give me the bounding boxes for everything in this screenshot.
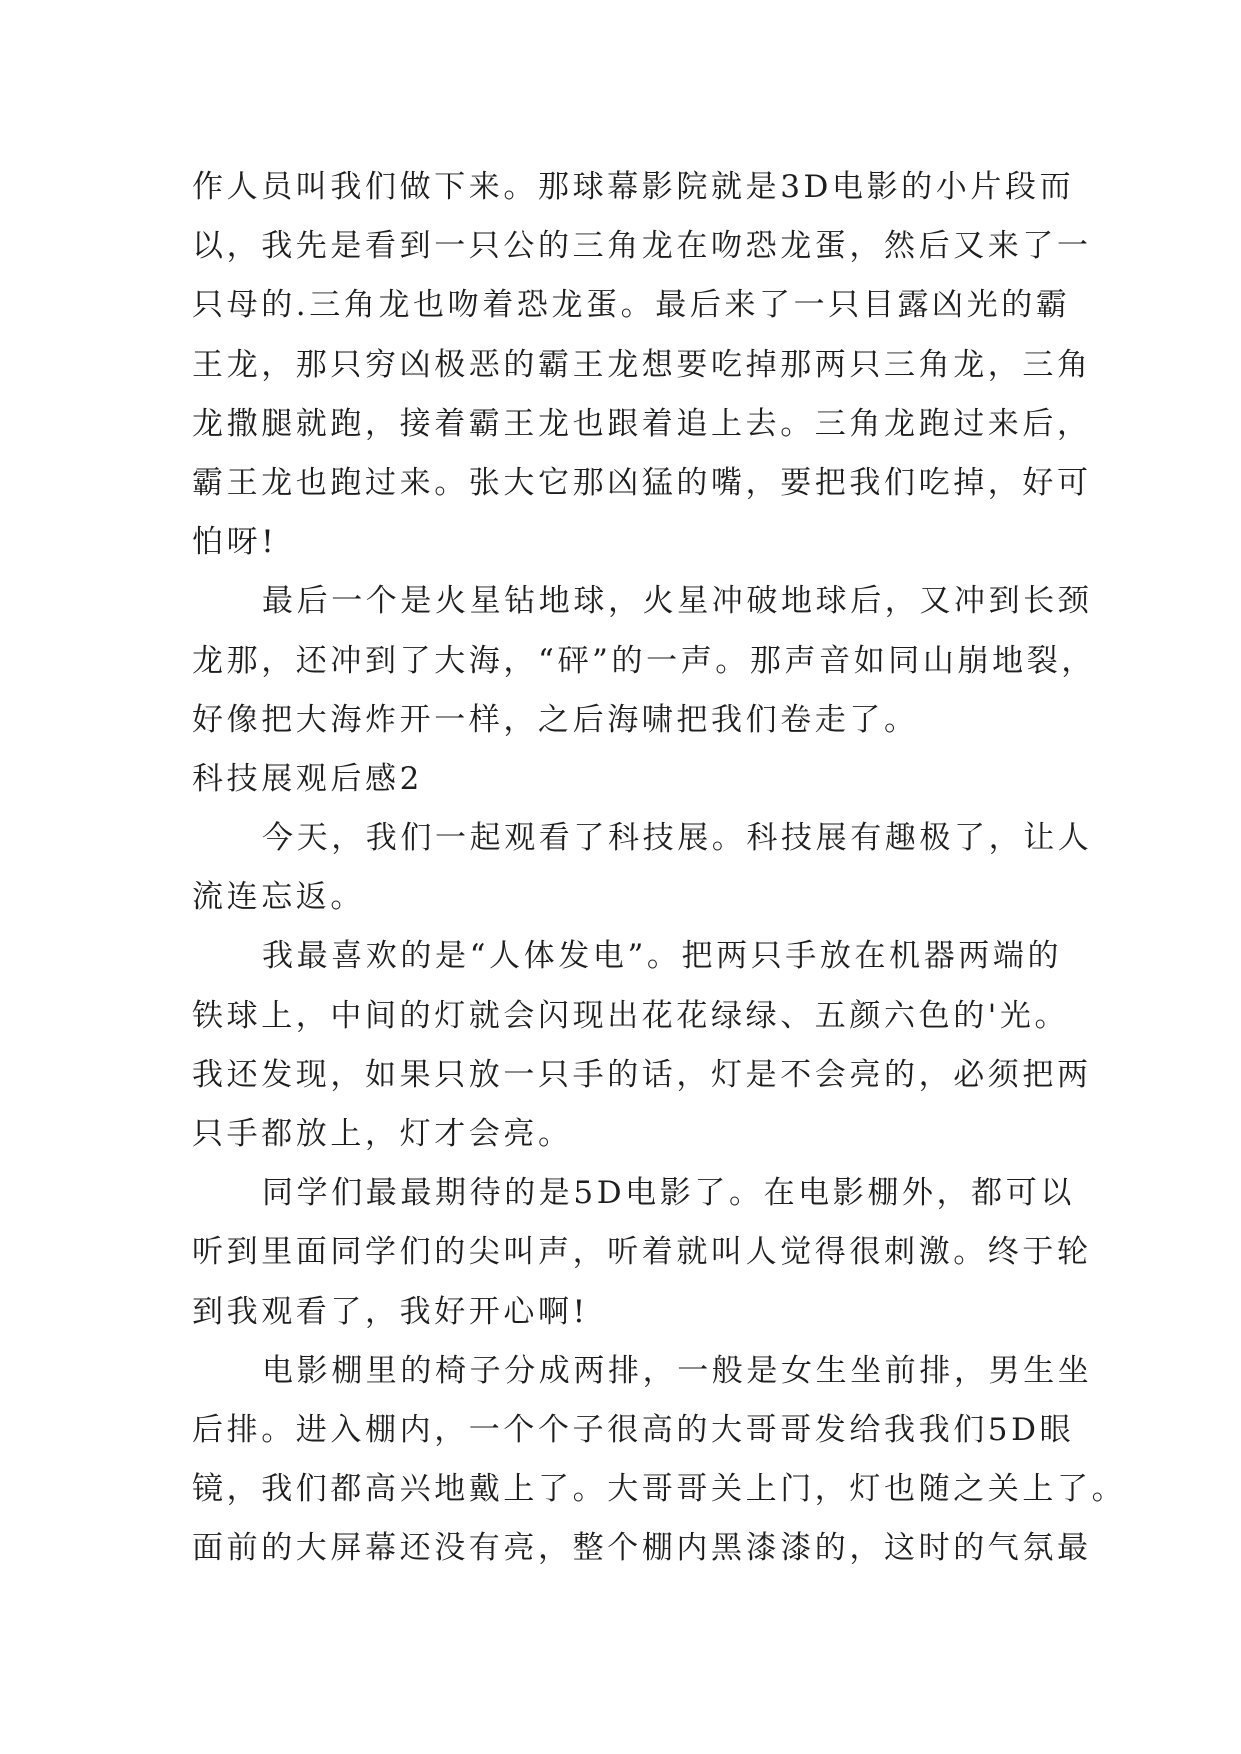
text-line: 龙撒腿就跑，接着霸王龙也跟着追上去。三角龙跑过来后， [192, 405, 1092, 442]
paragraph-first-line: 电影棚里的椅子分成两排，一般是女生坐前排，男生坐 [262, 1352, 1093, 1389]
text-line: 到我观看了，我好开心啊! [192, 1293, 589, 1330]
text-line: 龙那，还冲到了大海，“砰”的一声。那声音如同山崩地裂， [192, 642, 1096, 679]
paragraph-first-line: 今天，我们一起观看了科技展。科技展有趣极了，让人 [262, 820, 1093, 857]
text-line: 作人员叫我们做下来。那球幕影院就是3D电影的小片段而 [192, 169, 1075, 205]
paragraph-first-line: 我最喜欢的是“人体发电”。把两只手放在机器两端的 [262, 938, 1063, 975]
text-line: 听到里面同学们的尖叫声，听着就叫人觉得很刺激。终于轮 [192, 1234, 1092, 1271]
body-text [192, 158, 1127, 1579]
text-line: 霸王龙也跑过来。张大它那凶猛的嘴，要把我们吃掉，好可 [192, 464, 1092, 501]
text-line: 我还发现，如果只放一只手的话，灯是不会亮的，必须把两 [192, 1056, 1092, 1093]
paragraph-first-line: 同学们最最期待的是5D电影了。在电影棚外，都可以 [262, 1175, 1075, 1212]
text-line: 面前的大屏幕还没有亮，整个棚内黑漆漆的，这时的气氛最 [192, 1530, 1092, 1567]
text-line: 后排。进入棚内，一个个子很高的大哥哥发给我我们5D眼 [192, 1411, 1075, 1448]
text-line: 以，我先是看到一只公的三角龙在吻恐龙蛋，然后又来了一 [192, 228, 1092, 265]
section-heading: 科技展观后感2 [192, 760, 423, 797]
text-line: 流连忘返。 [192, 879, 365, 916]
text-line: 王龙，那只穷凶极恶的霸王龙想要吃掉那两只三角龙，三角 [192, 346, 1092, 383]
text-line: 怕呀! [192, 524, 278, 561]
text-line: 好像把大海炸开一样，之后海啸把我们卷走了。 [192, 701, 919, 738]
text-line: 只手都放上，灯才会亮。 [192, 1116, 573, 1152]
text-line: 铁球上，中间的灯就会闪现出花花绿绿、五颜六色的'光。 [192, 997, 1070, 1034]
text-line: 只母的.三角龙也吻着恐龙蛋。最后来了一只目露凶光的霸 [192, 287, 1071, 324]
paragraph-first-line: 最后一个是火星钻地球，火星冲破地球后，又冲到长颈 [262, 583, 1093, 620]
text-line: 镜，我们都高兴地戴上了。大哥哥关上门，灯也随之关上了。 [192, 1471, 1127, 1508]
